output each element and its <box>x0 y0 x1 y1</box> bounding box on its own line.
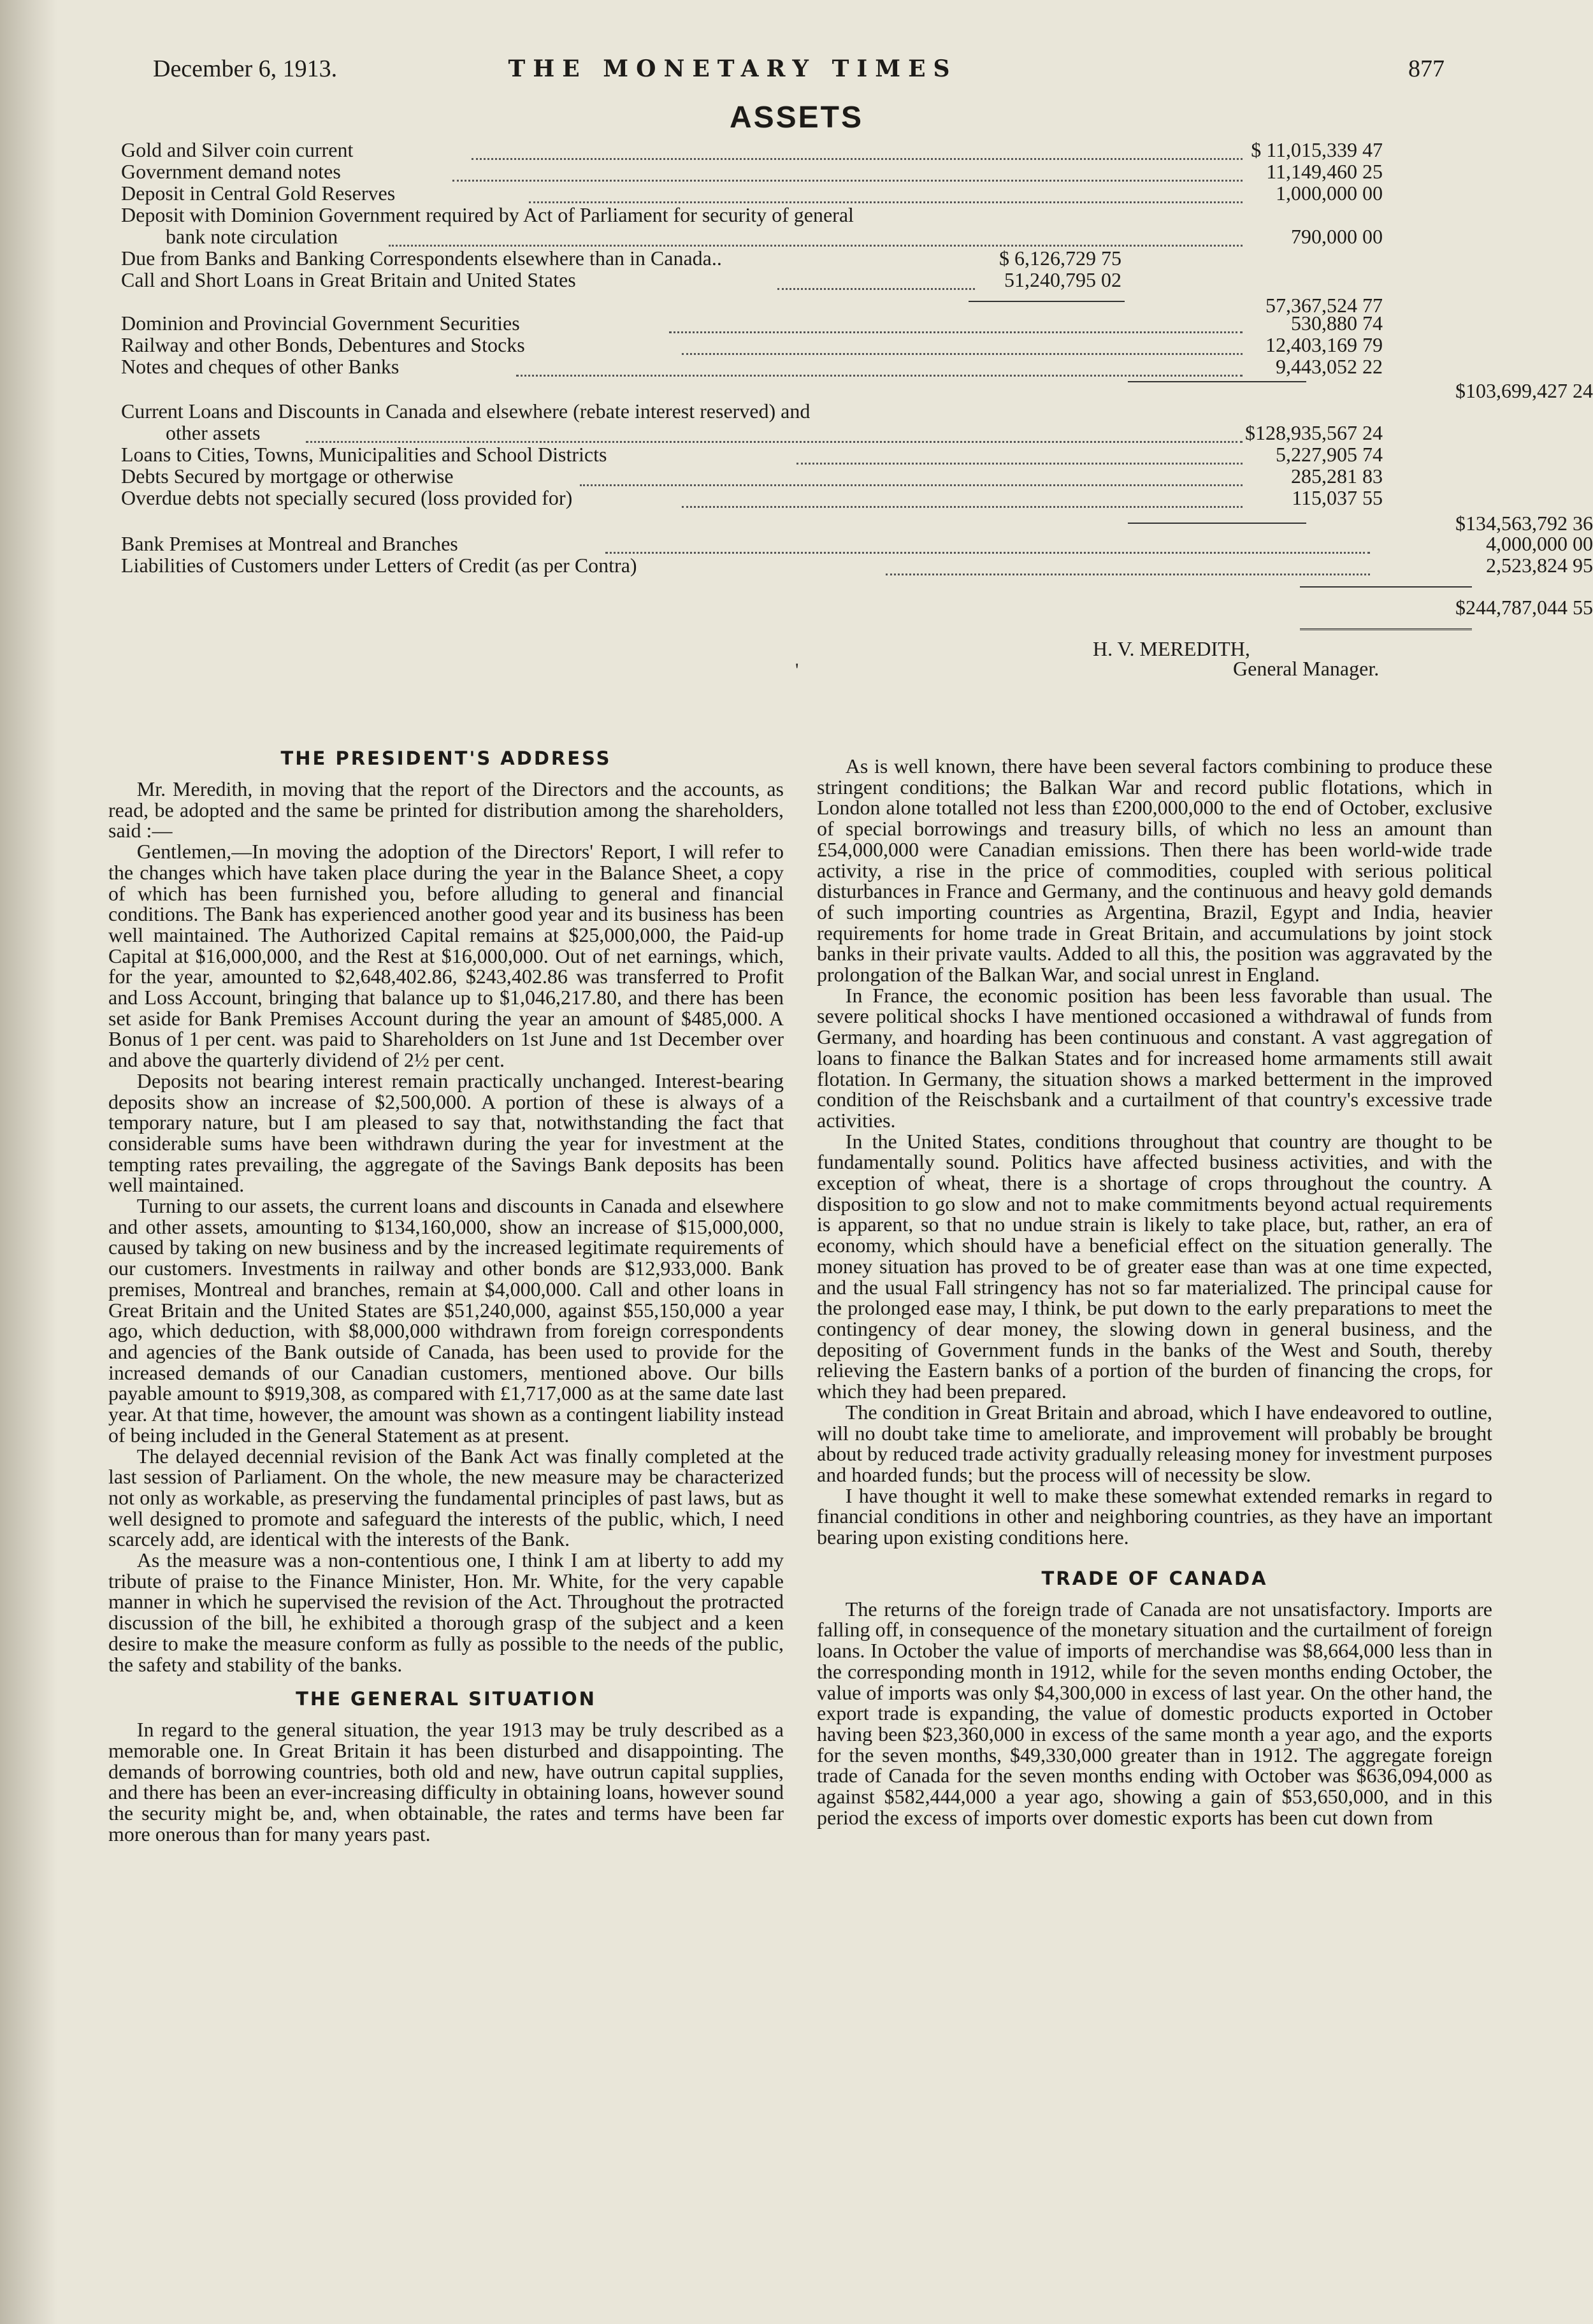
asset-label: Overdue debts not specially secured (loss provided for) <box>121 486 573 509</box>
leader-dots <box>389 229 1243 247</box>
asset-label: Liabilities of Customers under Letters of Credit (as per Contra) <box>121 554 637 577</box>
header-page-number: 877 <box>1408 55 1445 82</box>
asset-label: other assets <box>166 421 261 444</box>
signature-title: General Manager. <box>1233 657 1380 680</box>
asset-label: Gold and Silver coin current <box>121 138 354 161</box>
print-mark: ' <box>795 660 799 681</box>
asset-value: 11,149,460 25 <box>1266 160 1383 183</box>
asset-row <box>121 465 1478 487</box>
paragraph: The condition in Great Britain and abroad, which I have endeavored to outline, will no doubt take time to ameliorate, and improvement will probably be brought about by reduced trade activity gradually releasing money for investment purposes and hoarded funds; but the process will of necessity be slow. <box>817 1400 1492 1486</box>
section-heading-trade-of-canada: TRADE OF CANADA <box>1041 1567 1268 1589</box>
asset-total: $103,699,427 24 <box>1455 379 1593 402</box>
asset-row <box>121 444 1478 465</box>
total-double-rule <box>1300 628 1472 630</box>
paragraph: I have thought it well to make these somewhat extended remarks in regard to financial conditions in other and neighboring countries, as they have an important bearing upon existing conditions here. <box>817 1483 1492 1549</box>
asset-row <box>121 487 1478 509</box>
paragraph: The delayed decennial revision of the Bank Act was finally completed at the last session of Parliament. On the whole, the new measure may be characterized not only as workable, as preserving the fundamental principles of past laws, but as well designed to promote and safeguard the interests of the public, which, I need scarcely add, are identical with the interests of the Bank. <box>108 1444 784 1551</box>
asset-value: $ 6,126,729 75 <box>999 247 1121 270</box>
asset-value: 5,227,905 74 <box>1276 443 1383 466</box>
asset-label: Call and Short Loans in Great Britain and United States <box>121 268 576 291</box>
asset-value: 115,037 55 <box>1292 486 1383 509</box>
asset-value: 790,000 00 <box>1291 225 1383 248</box>
left-column <box>108 746 784 1844</box>
asset-label: Deposit with Dominion Government required by Act of Parliament for security of general <box>121 203 854 226</box>
asset-value: 9,443,052 22 <box>1276 355 1383 378</box>
asset-row <box>121 596 1593 619</box>
asset-row <box>121 269 1478 291</box>
asset-value: 12,403,169 79 <box>1265 333 1383 356</box>
asset-label: Current Loans and Discounts in Canada and elsewhere (rebate interest reserved) and <box>121 400 811 422</box>
asset-label: Notes and cheques of other Banks <box>121 355 400 378</box>
section-heading-general-situation: THE GENERAL SITUATION <box>296 1688 596 1710</box>
paragraph: In the United States, conditions throughout that country are thought to be fundamentally sound. Politics have affected business activities, and with the exception of wheat, there is a shortage of crops throughout the country. A disposition to go slow and not to make commitments beyond actual requirements is apparent, so that no undue strain is likely to take place, but, rather, an era of economy, which should have a beneficial effect on the situation generally. The money situation has proved to be of greater ease than was at one time expected, and the usual Fall stringency has not so far materialized. The principal cause for the prolonged ease may, I think, be put down to the early preparations to meet the contingency of dear money, the slowing down in general business, and the depositing of Government funds in the banks of the West and South, thereby relieving the Eastern banks of a portion of the burden of financing the crops, for which they had been prepared. <box>817 1129 1492 1403</box>
asset-row <box>121 356 1478 377</box>
asset-label: Bank Premises at Montreal and Branches <box>121 532 458 555</box>
leader-dots <box>472 143 1243 160</box>
leader-dots <box>886 558 1370 575</box>
leader-dots <box>605 537 1370 554</box>
paragraph: As is well known, there have been several factors combining to produce these stringent conditions; the Balkan War and record public flotations, which in London alone totalled not less than £200,000,000 to the end of October, exclusive of special borrowings and treasury bills, of which no less an amount than £54,000,000 were Canadian emissions. Then there has been world-wide trade activity, a rise in the price of commodities, coupled with serious political disturbances in France and Germany, and the continuous and heavy gold demands of such importing countries as Argentina, Brazil, Egypt and India, heavier requirements for home trade in Great Britain, and accumulations by joint stock banks in their private vaults. Added to all this, the position was aggravated by the prolongation of the Balkan War, and social unrest in England. <box>817 754 1492 986</box>
book-spine-shadow <box>0 0 57 2324</box>
asset-row <box>121 226 1478 247</box>
asset-value: 285,281 83 <box>1291 465 1383 487</box>
total-rule <box>1300 586 1472 588</box>
asset-value: 530,880 74 <box>1291 312 1383 335</box>
asset-label: Deposit in Central Gold Reserves <box>121 182 396 205</box>
asset-label: Dominion and Provincial Government Securities <box>121 312 520 335</box>
asset-value: 4,000,000 00 <box>1486 532 1593 555</box>
asset-row <box>121 512 1593 535</box>
paragraph: Deposits not bearing interest remain practically unchanged. Interest-bearing deposits show an increase of $2,500,000. A portion of these is always of a temporary nature, but I am pleased to say that, notwithstanding the fact that considerable sums have been withdrawn during the year for investment at the tempting rates prevailing, the aggregate of the Savings Bank deposits has been well maintained. <box>108 1069 784 1197</box>
asset-value: 2,523,824 95 <box>1486 554 1593 577</box>
leader-dots <box>777 273 975 290</box>
asset-value: $ 11,015,339 47 <box>1251 138 1383 161</box>
asset-label: Loans to Cities, Towns, Municipalities and School Districts <box>121 443 607 466</box>
asset-row <box>121 247 1478 269</box>
asset-row <box>121 182 1478 204</box>
paragraph: Mr. Meredith, in moving that the report of the Directors and the accounts, as read, be adopted and the same be printed for distribution among the shareholders, said :— <box>108 777 784 842</box>
asset-subtotal: 57,367,524 77 <box>1265 294 1383 317</box>
section-heading-presidents-address: THE PRESIDENT'S ADDRESS <box>280 747 612 769</box>
asset-row <box>121 554 1593 577</box>
paragraph: As the measure was a non-contentious one, I think I am at liberty to add my tribute of praise to the Finance Minister, Hon. Mr. White, for the very capable manner in which he supervised the revision of the Act. Throughout the protracted discussion of the bill, he exhibited a thorough grasp of the subject and a keen desire to make the measure conform as fully as possible to the needs of the public, the safety and stability of the banks. <box>108 1548 784 1676</box>
assets-title: ASSETS <box>729 101 864 134</box>
asset-row <box>121 532 1593 555</box>
asset-row <box>121 204 1478 226</box>
header-title: THE MONETARY TIMES <box>508 55 958 82</box>
paragraph: Gentlemen,—In moving the adoption of the Directors' Report, I will refer to the changes which have taken place during the year in the Balance Sheet, a copy of which has been furnished you, before alluding to general and financial conditions. The Bank has experienced another good year and its business has been well maintained. The Authorized Capital remains at $25,000,000, the Paid-up Capital at $16,000,000, and the Rest at $16,000,000. Out of net earnings, which, for the year, amounted to $2,648,402.86, $243,402.86 was transferred to Profit and Loss Account, bringing that balance up to $1,046,217.80, and there has been set aside for Bank Premises Account during the year an amount of $485,000. A Bonus of 1 per cent. was paid to Shareholders on 1st June and 1st December over and above the quarterly dividend of 2½ per cent. <box>108 840 784 1072</box>
paragraph: In regard to the general situation, the year 1913 may be truly described as a memorable one. In Great Britain it has been disturbed and disappointing. The demands of borrowing countries, both old and new, have outrun capital supplies, and there has been an ever-increasing difficulty in obtaining loans, however sound the security might be, and, when obtainable, the rates and terms have been far more onerous than for many years past. <box>108 1718 784 1845</box>
paragraph: The returns of the foreign trade of Canada are not unsatisfactory. Imports are falling off, in consequence of the monetary situation and the curtailment of foreign loans. In October the value of imports of merchandise was $8,664,000 less than in the corresponding month in 1912, while for the seven months ending October, the value of imports was only $4,300,000 in excess of last year. On the other hand, the export trade is expanding, the value of domestic products exported in October having been $23,360,000 in excess of the same month a year ago, and the exports for the seven months, $49,330,000 greater than in 1912. The aggregate foreign trade of Canada for the seven months ending with October was $636,094,000 as against $582,444,000 a year ago, showing a gain of $53,650,000, and in this period the excess of imports over domestic exports has been cut down from <box>817 1597 1492 1829</box>
asset-grand-total: $244,787,044 55 <box>1455 596 1593 619</box>
asset-value: 51,240,795 02 <box>1004 268 1121 291</box>
asset-row <box>121 422 1478 444</box>
paragraph: In France, the economic position has been less favorable than usual. The severe political shocks I have mentioned occasioned a withdrawal of funds from Germany, and hoarding has been continuous and constant. A vast aggregation of loans to finance the Balkan States and for increased home armaments still await flotation. In Germany, the situation shows a marked betterment in the improved condition of the Reischsbank and a curtailment of that country's excessive trade activities. <box>817 983 1492 1132</box>
asset-value: 1,000,000 00 <box>1276 182 1383 205</box>
asset-row <box>121 161 1478 182</box>
asset-total: $134,563,792 36 <box>1455 512 1593 535</box>
asset-label: bank note circulation <box>166 225 338 248</box>
asset-label: Debts Secured by mortgage or otherwise <box>121 465 454 487</box>
asset-label: Railway and other Bonds, Debentures and Stocks <box>121 333 525 356</box>
asset-row <box>121 334 1478 356</box>
asset-row <box>121 379 1593 402</box>
leader-dots <box>306 426 1243 443</box>
asset-label: Government demand notes <box>121 160 341 183</box>
right-column <box>817 756 1492 1828</box>
asset-label: Due from Banks and Banking Correspondents elsewhere than in Canada.. <box>121 247 722 270</box>
asset-row <box>121 312 1478 334</box>
header-date: December 6, 1913. <box>153 55 338 82</box>
leader-dots <box>452 164 1243 182</box>
paragraph: Turning to our assets, the current loans and discounts in Canada and elsewhere and other assets, amounting to $134,160,000, show an increase of $15,000,000, caused by taking on new business and by the increased legitimate requirements of our customers. Investments in railway and other bonds are $12,933,000. Bank premises, Montreal and branches, remain at $4,000,000. Call and other loans in Great Britain and the United States are $51,240,000, against $55,150,000 a year ago, which deduction, with $8,000,000 withdrawn from foreign correspondents and agencies of the Bank outside of Canada, has been used to provide for the increased demands of our Canadian customers, mentioned above. Our bills payable amount to $919,308, as compared with £1,717,000 as at the same date last year. At that time, however, the amount was shown as a contingent liability instead of being included in the General Statement as at present. <box>108 1194 784 1447</box>
asset-value: $128,935,567 24 <box>1245 421 1383 444</box>
asset-row <box>121 139 1478 161</box>
signature-name: H. V. MEREDITH, <box>1093 637 1250 660</box>
asset-row <box>121 400 1478 422</box>
